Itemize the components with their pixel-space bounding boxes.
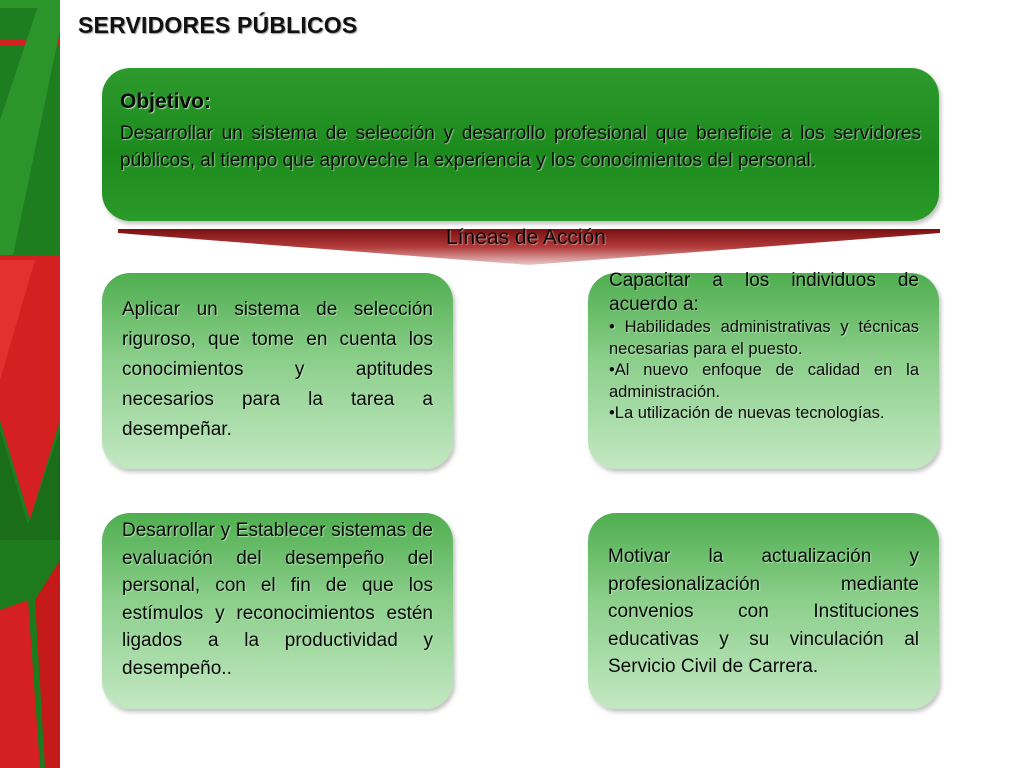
- objective-text: Desarrollar un sistema de selección y desarrollo profesional que beneficie a los servidores públicos, al tiempo que aproveche la experiencia y los conocimientos del personal.: [120, 123, 921, 171]
- training-intro: Capacitar a los individuos de acuerdo a:: [609, 270, 919, 315]
- sidebar-pattern: [0, 0, 60, 768]
- training-list: [609, 317, 919, 425]
- action-box-training: [588, 270, 939, 469]
- objective-heading: Objetivo:: [120, 90, 212, 113]
- action-lines-label: Líneas de Acción: [446, 226, 606, 249]
- training-list-item: •Al nuevo enfoque de calidad en la administración.: [609, 361, 919, 401]
- action-box-text: Desarrollar y Establecer sistemas de evaluación del desempeño del personal, con el fin de que los estímulos y reconocimientos estén ligados a la productividad y desempeño..: [122, 520, 433, 679]
- objective-box: [102, 68, 939, 221]
- decorative-sidebar: [0, 0, 60, 768]
- training-list-item: •La utilización de nuevas tecnologías.: [609, 404, 885, 422]
- action-box-motivation: [588, 513, 939, 709]
- action-box-text: Motivar la actualización y profesionalización mediante convenios con Instituciones educativas y su vinculación al Servicio Civil de Carrera.: [608, 546, 919, 677]
- training-list-item: • Habilidades administrativas y técnicas necesarias para el puesto.: [609, 318, 919, 358]
- action-box-selection: [102, 273, 453, 469]
- action-box-text: Aplicar un sistema de selección riguroso, que tome en cuenta los conocimientos y aptitudes necesarios para la tarea a desempeñar.: [122, 299, 433, 440]
- page-title: SERVIDORES PÚBLICOS: [78, 12, 358, 38]
- action-box-evaluation: [102, 513, 453, 709]
